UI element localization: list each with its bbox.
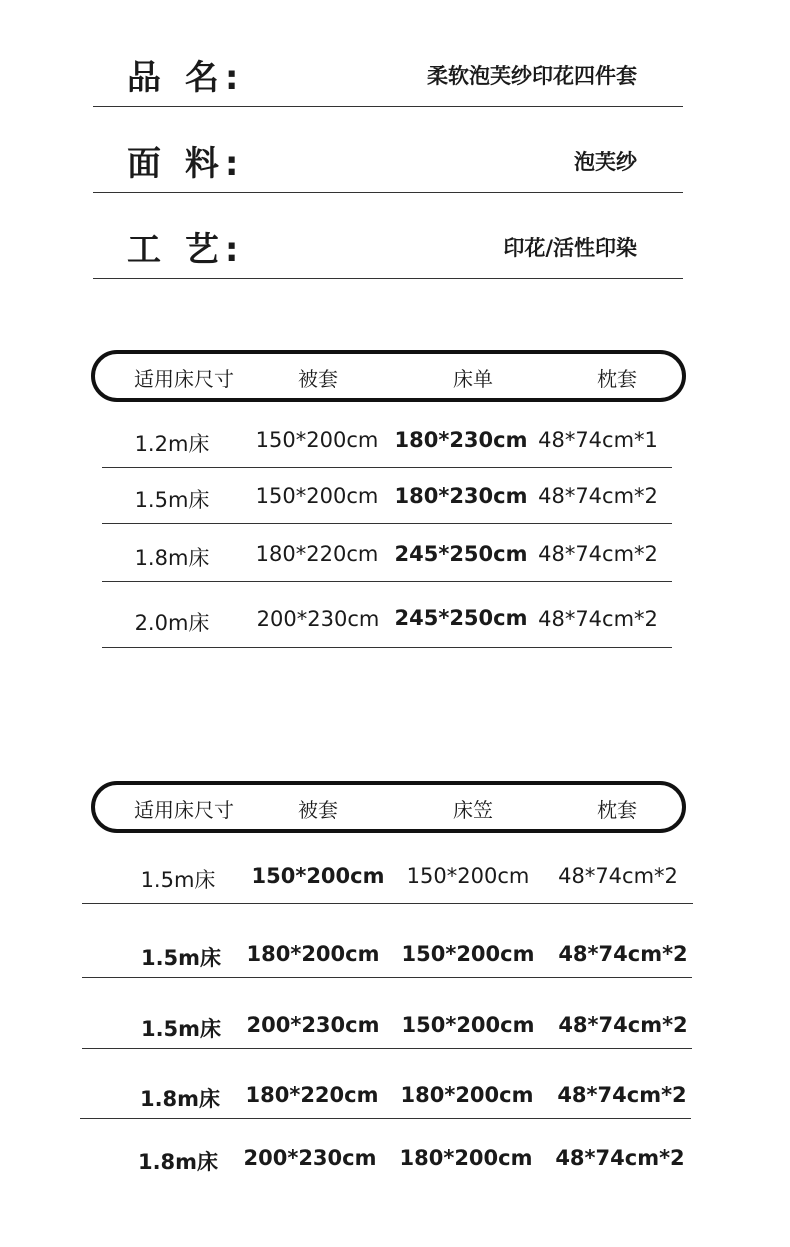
table-cell: 1.5m床 xyxy=(140,1017,222,1041)
divider xyxy=(82,1048,692,1049)
divider xyxy=(102,523,672,524)
info-label: 面 料: xyxy=(127,144,245,184)
table-cell: 48*74cm*1 xyxy=(538,428,658,452)
table1-header xyxy=(91,350,686,402)
table-cell: 48*74cm*2 xyxy=(557,1083,687,1107)
table-cell: 180*200cm xyxy=(399,1146,533,1170)
table1-header-cell: 枕套 xyxy=(597,367,637,391)
divider xyxy=(82,903,693,904)
table-cell: 180*200cm xyxy=(246,942,380,966)
table2-header-cell: 床笠 xyxy=(453,798,493,822)
table-cell: 1.2m床 xyxy=(134,432,210,456)
info-row-product-name xyxy=(93,20,683,107)
table-cell: 245*250cm xyxy=(394,542,528,566)
info-row-craft xyxy=(93,192,683,279)
info-label: 品 名: xyxy=(127,58,245,98)
table2-header-cell: 适用床尺寸 xyxy=(134,798,234,822)
table-cell: 1.5m床 xyxy=(134,488,210,512)
table1-header-cell: 被套 xyxy=(298,367,338,391)
table2-header-cell: 枕套 xyxy=(597,798,637,822)
table-cell: 48*74cm*2 xyxy=(538,484,658,508)
divider xyxy=(102,581,672,582)
table2-header xyxy=(91,781,686,833)
table-cell: 1.8m床 xyxy=(134,546,210,570)
divider xyxy=(80,1118,691,1119)
table-cell: 200*230cm xyxy=(246,1013,380,1037)
table-cell: 2.0m床 xyxy=(134,611,210,635)
table-cell: 150*200cm xyxy=(401,1013,535,1037)
table1-header-cell: 适用床尺寸 xyxy=(134,367,234,391)
table-cell: 48*74cm*2 xyxy=(538,542,658,566)
table-cell: 150*200cm xyxy=(255,428,379,452)
info-value: 柔软泡芙纱印花四件套 xyxy=(427,64,637,88)
table-cell: 150*200cm xyxy=(251,864,385,888)
table-cell: 180*220cm xyxy=(255,542,379,566)
table-cell: 180*230cm xyxy=(394,428,528,452)
table2-header-cell: 被套 xyxy=(298,798,338,822)
divider xyxy=(102,647,672,648)
table-cell: 1.8m床 xyxy=(137,1150,219,1174)
table-cell: 1.5m床 xyxy=(140,868,216,892)
info-label: 工 艺: xyxy=(127,230,245,270)
divider xyxy=(82,977,692,978)
table-cell: 150*200cm xyxy=(406,864,530,888)
table-cell: 245*250cm xyxy=(394,606,528,630)
info-value: 印花/活性印染 xyxy=(503,236,637,260)
table1-header-cell: 床单 xyxy=(453,367,493,391)
table-cell: 180*220cm xyxy=(245,1083,379,1107)
info-value: 泡芙纱 xyxy=(574,150,637,174)
table-cell: 200*230cm xyxy=(256,607,380,631)
table-cell: 200*230cm xyxy=(243,1146,377,1170)
table-cell: 48*74cm*2 xyxy=(558,942,688,966)
table-cell: 48*74cm*2 xyxy=(538,607,658,631)
table-cell: 48*74cm*2 xyxy=(558,1013,688,1037)
info-row-fabric xyxy=(93,106,683,193)
table-cell: 1.5m床 xyxy=(140,946,222,970)
table-cell: 150*200cm xyxy=(401,942,535,966)
table-cell: 180*200cm xyxy=(400,1083,534,1107)
table-cell: 150*200cm xyxy=(255,484,379,508)
table-cell: 48*74cm*2 xyxy=(558,864,678,888)
table-cell: 180*230cm xyxy=(394,484,528,508)
divider xyxy=(102,467,672,468)
table-cell: 1.8m床 xyxy=(139,1087,221,1111)
table-cell: 48*74cm*2 xyxy=(555,1146,685,1170)
